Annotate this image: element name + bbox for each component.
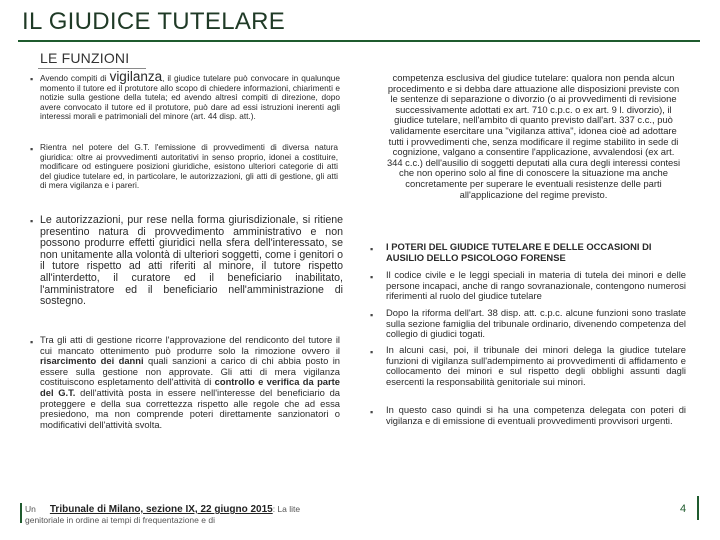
left-p1-emphasis: vigilanza xyxy=(109,69,163,84)
bullet-marker: ▪ xyxy=(370,272,374,282)
left-p4-bold2: controllo e verifica da parte del G.T. xyxy=(40,376,340,398)
bullet-marker: ▪ xyxy=(30,74,34,84)
left-p1-after: , il giudice tutelare può convocare in qualunque momento il tutore ed il protutore allo scopo di chiedere informazioni, chiarimenti e notizie sulla gestione della tutela; ed avendo altresì compiti di direzione, dopo avere convocato il tutore ed il protutore, può dare ad essi istruzioni inerenti agli interessi morali e patrimoniali del minore (art. 44 disp. att.). xyxy=(40,73,340,122)
section-subtitle: LE FUNZIONI xyxy=(40,50,130,66)
bullet-marker: ▪ xyxy=(370,407,374,417)
footer-after: : La lite genitoriale in ordine ai tempi di frequentazione e di xyxy=(25,504,301,525)
footer-reference xyxy=(25,504,335,525)
left-p4-bold1: risarcimento dei danni xyxy=(40,355,144,367)
footer-prefix: Un xyxy=(25,504,36,514)
bullet-marker: ▪ xyxy=(30,216,34,226)
left-p4-part3: dell'attività posta in essere nell'interesse del beneficiario da proteggere e della sua correttezza rispetto alle regole che ad essa presiedono, ma non comprende poteri direttamente sanzionatori o modificativi dell'attività svolta. xyxy=(40,386,340,430)
bullet-marker: ▪ xyxy=(370,347,374,357)
left-paragraph-4 xyxy=(40,335,340,430)
left-p4-part2: quali sanzioni a carico di chi abbia posto in essere sulla gestione non approvate. Gli atti di mera vigilanza costituiscono espletamento dell'attività di xyxy=(40,355,340,388)
page-number: 4 xyxy=(680,503,687,515)
right-paragraph-3: Dopo la riforma dell'art. 38 disp. att. c.p.c. alcune funzioni sono traslate sulla sezione famiglia del tribunale ordinario, divenendo competenza del collegio di giudici togati. xyxy=(386,307,686,340)
right-paragraph-1: competenza esclusiva del giudice tutelare: qualora non penda alcun procedimento e si debba dare attuazione alle disposizioni previste con le sentenze di separazione o divorzio (o ai provvedimenti di revisione successivamente adottati ex art. 710 c.p.c. o ex art. 9 l. divorzio), il giudice tutelare, nell'ambito di quanto previsto dall'art. 337 c.c., può validamente esercitare una "vigilanza attiva", idonea cioè ad adottare tutti i provvedimenti che, senza modificare il regime stabilito in sede di cognizione, valgano a consentire l'applicazione, avvalendosi (ex art. 344 c.c.) dell'ausilio di soggetti deputati alla cura degli interessi contesi che non operino solo al fine di conoscere la situazione ma anche concretamente per superare le eventuali resistenze delle parti all'applicazione del regime previsto. xyxy=(386,72,681,200)
right-paragraph-4: In alcuni casi, poi, il tribunale dei minori delega la giudice tutelare funzioni di vigilanza sull'adempimento ai provvedimenti di affidamento e collocamento dei minori e sul rispetto degli obblighi assunti dagli esercenti la responsabilità genitoriale sui minori. xyxy=(386,344,686,387)
bullet-marker: ▪ xyxy=(30,337,34,347)
left-paragraph-3: Le autorizzazioni, pur rese nella forma giurisdizionale, si ritiene presentino natura di provvedimento amministrativo e non possono produrre effetti giuridici nella sfera dell'interessato, se non unitamente alla volontà di ulteriori soggetti, come i genitori o il tutore rispetto ad atti riferiti al minore, il tutore rispetto all'interdetto, il curatore ed il beneficiario inabilitato, l'amministratore ed il beneficiario nell'amministrazione di sostegno. xyxy=(40,214,343,308)
bullet-marker: ▪ xyxy=(30,144,34,154)
left-p4-part1: Tra gli atti di gestione ricorre l'approvazione del rendiconto del tutore il cui mancato ottenimento può produrre solo la rimozione ovvero il xyxy=(40,334,340,356)
page-title: IL GIUDICE TUTELARE xyxy=(22,8,286,35)
title-underline xyxy=(18,40,700,42)
right-paragraph-5: In questo caso quindi si ha una competenza delegata con poteri di vigilanza e di emissione di eventuali provvedimenti provvisori urgenti. xyxy=(386,404,686,426)
footer-case-link[interactable]: Tribunale di Milano, sezione IX, 22 giugno 2015 xyxy=(49,504,273,515)
left-p1-before: Avendo compiti di xyxy=(40,73,110,83)
footer-accent-bar-right xyxy=(697,496,699,520)
right-section-heading: I POTERI DEL GIUDICE TUTELARE E DELLE OCCASIONI DI AUSILIO DELLO PSICOLOGO FORENSE xyxy=(386,241,652,263)
bullet-marker: ▪ xyxy=(370,310,374,320)
right-paragraph-2: Il codice civile e le leggi speciali in materia di tutela dei minori e delle persone incapaci, anche di rango sovranazionale, contengono numerosi riferimenti al ruolo del giudice tutelare xyxy=(386,269,686,302)
footer-accent-bar xyxy=(20,503,22,523)
left-paragraph-2: Rientra nel potere del G.T. l'emissione di provvedimenti di diversa natura giuridica: oltre ai provvedimenti autoritativi in senso proprio, idonei a costituire, modificare od estinguere posizioni giuridiche, esistono ulteriori categorie di atti del giudice tutelare ed, in particolare, le autorizzazioni, gli atti di gestione, gli atti di mera vigilanza e i pareri. xyxy=(40,142,338,191)
bullet-marker: ▪ xyxy=(370,244,374,254)
left-paragraph-1 xyxy=(40,69,340,122)
